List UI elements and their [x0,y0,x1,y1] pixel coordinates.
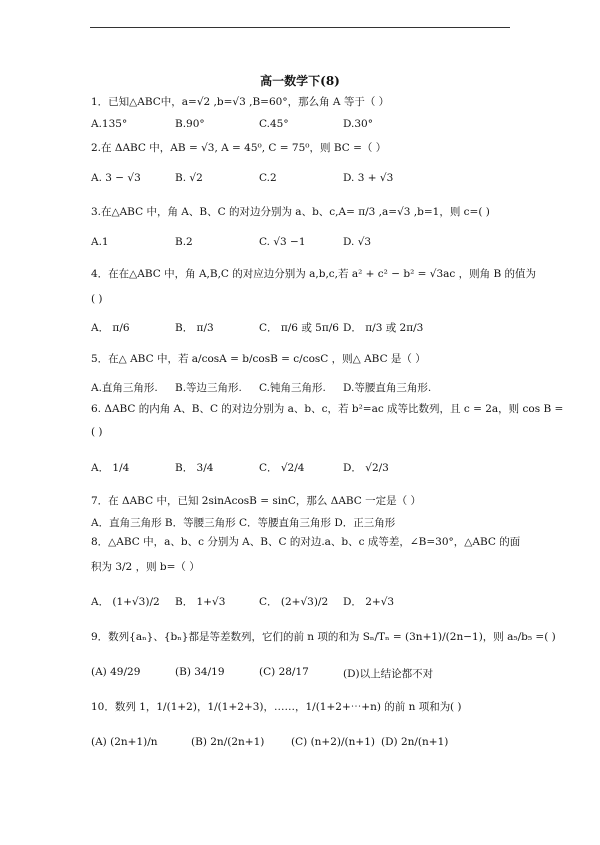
q10-blank: ( ) [450,701,462,713]
q4-blank: ( ) [91,293,103,305]
q10-option-c: (C) (n+2)/(n+1) [291,736,375,748]
q1-stem: 1．已知△ABC中，a=√2 ,b=√3 ,B=60°，那么角 A 等于（ ） [91,96,390,108]
q4-option-a: A． π/6 [91,322,130,334]
q10-stem: 10．数列 1，1/(1+2)，1/(1+2+3)，……，1/(1+2+⋯+n) 的前 n 项和为 [91,701,451,713]
q9-option-d: (D)以上结论都不对 [343,668,434,680]
q3-stem: 3.在△ABC 中，角 A、B、C 的对边分别为 a、b、c,A= π/3 ,a=√3 ,b=1，则 c=( ) [91,206,490,218]
q9-options [91,666,531,686]
q10-option-d: (D) 2n/(n+1) [381,736,449,748]
q1-options [91,118,531,138]
q1-option-a: A.135° [91,118,128,130]
q5-option-b: B.等边三角形. [175,382,242,394]
q3-options [91,236,531,256]
q3-option-b: B.2 [175,236,193,248]
q9-option-a: (A) 49/29 [91,666,141,678]
q8-option-a: A． (1+√3)/2 [91,596,160,608]
q3-option-c: C. √3 −1 [259,236,306,248]
q5-option-a: A.直角三角形. [91,382,158,394]
q6-blank: ( ) [91,426,103,438]
q8-option-c: C． (2+√3)/2 [259,596,329,608]
q8-option-b: B． 1+√3 [175,596,226,608]
q3-option-a: A.1 [91,236,109,248]
q10-options [91,736,531,756]
q6-option-d: D． √2/3 [343,462,389,474]
q5-options [91,380,531,400]
q8-stem: 8．△ABC 中，a、b、c 分别为 A、B、C 的对边.a、b、c 成等差，∠B=30°，△ABC 的面 [91,536,521,548]
q6-stem: 6. ΔABC 的内角 A、B、C 的对边分别为 a、b、c，若 b²=ac 成等比数列，且 c = 2a，则 cos B = [91,403,564,415]
q6-option-b: B． 3/4 [175,462,214,474]
q4-options [91,320,531,340]
q2-option-a: A. 3 − √3 [91,172,141,184]
q9-stem: 9．数列{aₙ}、{bₙ}都是等差数列，它们的前 n 项的和为 Sₙ/Tₙ = (3n+1)/(2n−1)，则 a₅/b₅ =( ) [91,631,556,643]
q8-option-d: D． 2+√3 [343,596,395,608]
q1-option-b: B.90° [175,118,205,130]
q8-options [91,594,531,614]
q1-option-c: C.45° [259,118,289,130]
q7-stem: 7．在 ΔABC 中，已知 2sinAcosB = sinC，那么 ΔABC 一定是（ ） [91,495,422,507]
q6-options [91,460,531,480]
q4-option-c: C． π/6 或 5π/6 [259,322,339,334]
q5-stem: 5．在△ ABC 中，若 a/cosA = b/cosB = c/cosC ，则△ ABC 是（ ） [91,353,426,365]
q3-option-d: D. √3 [343,236,372,248]
q2-option-b: B. √2 [175,172,203,184]
q4-option-b: B． π/3 [175,322,214,334]
q1-option-d: D.30° [343,118,373,130]
q6-option-a: A． 1/4 [91,462,130,474]
q8-stem-cont: 积为 3/2 ，则 b=（ ） [91,561,200,573]
q4-option-d: D． π/3 或 2π/3 [343,322,424,334]
q5-option-d: D.等腰直角三角形. [343,382,432,394]
header-rule [90,27,510,28]
q6-option-c: C． √2/4 [259,462,305,474]
page-title: 高一数学下(8) [260,74,340,88]
q2-stem: 2.在 ΔABC 中，AB = √3, A = 45⁰, C = 75⁰，则 BC =（ ） [91,142,387,154]
q5-option-c: C.钝角三角形. [259,382,326,394]
q2-option-c: C.2 [259,172,277,184]
q9-option-b: (B) 34/19 [175,666,225,678]
q9-option-c: (C) 28/17 [259,666,309,678]
q10-option-a: (A) (2n+1)/n [91,736,158,748]
q7-options: A．直角三角形 B．等腰三角形 C．等腰直角三角形 D．正三角形 [91,517,396,529]
q4-stem: 4．在在△ABC 中，角 A,B,C 的对应边分别为 a,b,c,若 a² + c² − b² = √3ac ，则角 B 的值为 [91,268,537,280]
q2-options [91,172,531,192]
q2-option-d: D. 3 + √3 [343,172,394,184]
q10-option-b: (B) 2n/(2n+1) [191,736,265,748]
